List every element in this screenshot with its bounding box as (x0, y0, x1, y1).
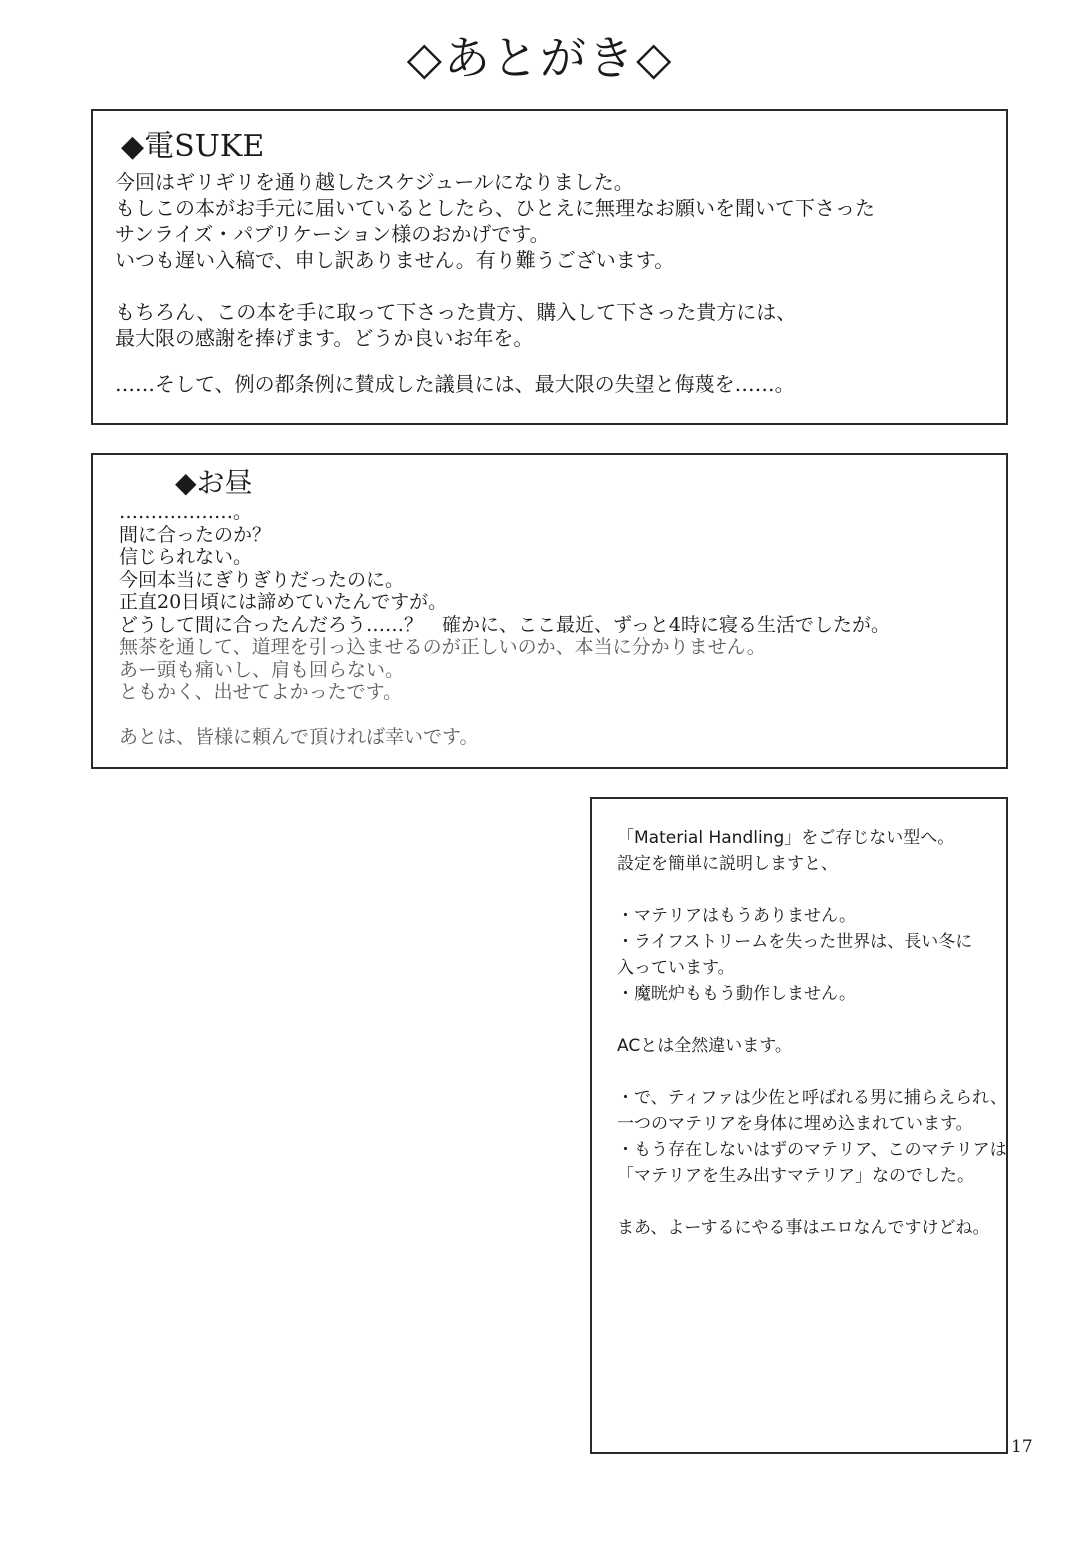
text-line: 最大限の感謝を捧げます。どうか良いお年を。 (115, 326, 534, 350)
afterword-box-ohiru (91, 453, 1008, 769)
text-line: 入っています。 (617, 958, 735, 978)
blank-line (119, 704, 890, 726)
text-line: 設定を簡単に説明しますと、 (617, 854, 838, 874)
setting-explanation-box (590, 797, 1008, 1454)
text-line: 無茶を通して、道理を引っ込ませるのが正しいのか、本当に分かりません。 (119, 636, 766, 658)
text-line: 間に合ったのか？ (119, 523, 272, 546)
blank-line (115, 273, 875, 299)
text-line: ………………。 (119, 501, 253, 523)
text-line: 今回はギリギリを通り越したスケジュールになりました。 (115, 170, 634, 194)
blank-line (617, 1007, 1007, 1033)
text-line: ・もう存在しないはずのマテリア、このマテリアは (617, 1140, 1007, 1160)
text-line: あー頭も痛いし、肩も回らない。 (119, 658, 405, 681)
text-line: 信じられない。 (119, 546, 253, 568)
text-line: 一つのマテリアを身体に埋め込まれています。 (617, 1114, 973, 1134)
text-line: 「マテリアを生み出すマテリア」なのでした。 (617, 1166, 974, 1186)
text-line: まあ、よーするにやる事はエロなんですけどね。 (617, 1218, 990, 1238)
blank-line (617, 1059, 1007, 1085)
text-line: もちろん、この本を手に取って下さった貴方、購入して下さった貴方には、 (115, 300, 797, 324)
section-heading: ◆電SUKE (121, 129, 265, 164)
afterword-box-densuke (91, 109, 1008, 425)
text-line: あとは、皆様に頼んで頂ければ幸いです。 (119, 725, 479, 748)
section-text (119, 501, 890, 748)
page-number: 17 (1011, 1437, 1033, 1457)
section-text (115, 169, 875, 397)
text-line: ・ライフストリームを失った世界は、長い冬に (617, 932, 973, 952)
text-line: 今回本当にぎりぎりだったのに。 (119, 568, 405, 591)
text-line: 正直20日頃には諦めていたんですが。 (119, 591, 448, 613)
section-text (617, 825, 1007, 1241)
text-line: もしこの本がお手元に届いているとしたら、ひとえに無理なお願いを聞いて下さった (115, 196, 875, 220)
text-line: いつも遅い入稿で、申し訳ありません。有り難うございます。 (115, 248, 675, 272)
text-line: ACとは全然違います。 (617, 1036, 792, 1056)
blank-line (617, 877, 1007, 903)
section-heading: ◆お昼 (175, 466, 253, 499)
blank-line (617, 1189, 1007, 1215)
text-line: ……そして、例の都条例に賛成した議員には、最大限の失望と侮蔑を……。 (115, 372, 795, 396)
text-line: サンライズ・パブリケーション様のおかげです。 (115, 222, 550, 246)
text-line: ともかく、出せてよかったです。 (119, 681, 403, 703)
text-line: 「Material Handling」をご存じない型へ。 (617, 828, 955, 848)
page-title: ◇あとがき◇ (406, 31, 674, 85)
text-line: ・魔晄炉ももう動作しません。 (617, 984, 857, 1004)
blank-line (115, 351, 875, 371)
text-line: どうして間に合ったんだろう……？ 確かに、ここ最近、ずっと4時に寝る生活でしたが。 (119, 613, 890, 636)
text-line: ・で、ティファは少佐と呼ばれる男に捕らえられ、 (617, 1088, 1007, 1108)
text-line: ・マテリアはもうありません。 (617, 906, 857, 926)
